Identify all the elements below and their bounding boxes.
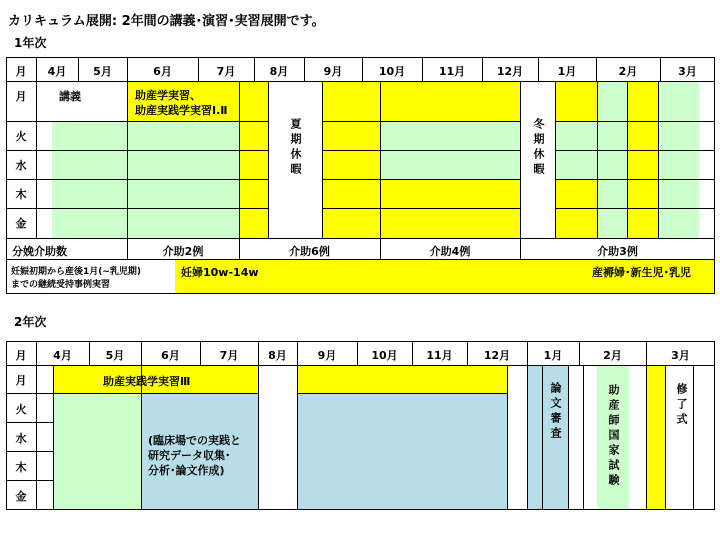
y1-postpartum: 産褥婦･新生児･乳児 <box>592 266 691 279</box>
y2-month: 7月 <box>219 349 239 362</box>
y2-day: 月 <box>15 374 27 387</box>
y2-month: 4月 <box>53 349 72 362</box>
y1-winter-break: 冬期休暇 <box>532 118 545 178</box>
y1-case-count: 介助3例 <box>597 245 638 258</box>
y1-month: 9月 <box>323 65 343 78</box>
y1-day: 火 <box>15 130 27 143</box>
y1-day: 木 <box>15 188 27 201</box>
y2-national-exam: 助産師国家試験 <box>607 384 620 489</box>
y2-clinical-line2: 研究データ収集･ <box>148 449 231 462</box>
y1-month: 8月 <box>269 65 289 78</box>
y1-month: 6月 <box>153 65 172 78</box>
y1-month: 3月 <box>678 65 697 78</box>
y1-month: 4月 <box>47 65 67 78</box>
y2-month: 3月 <box>671 349 690 362</box>
y2-month: 8月 <box>268 349 287 362</box>
y1-case-count: 介助2例 <box>162 245 204 258</box>
y1-case-count: 介助4例 <box>429 245 471 258</box>
year2-label: 2年次 <box>14 315 47 329</box>
y2-month: 1月 <box>543 349 563 362</box>
y1-case-count: 介助6例 <box>289 245 330 258</box>
y1-month: 1月 <box>557 65 577 78</box>
y1-month: 10月 <box>378 65 406 78</box>
year1-label: 1年次 <box>14 36 47 50</box>
y2-clinical-line3: 分析･論文作成) <box>148 464 225 477</box>
y1-continuity-label-1: 妊娠初期から産後1月(∼乳児期) <box>11 267 142 277</box>
page-title: カリキュラム展開: 2年間の講義･演習･実習展開です。 <box>8 14 325 29</box>
y1-practice-line1: 助産学実習、 <box>135 89 201 102</box>
y2-month: 10月 <box>371 349 398 362</box>
y1-month: 11月 <box>438 65 466 78</box>
y1-month: 7月 <box>216 65 236 78</box>
y2-clinical-line1: (臨床場での実践と <box>148 434 242 447</box>
y1-month: 2月 <box>618 65 638 78</box>
y2-month: 5月 <box>105 349 125 362</box>
y1-lecture: 講義 <box>59 90 81 103</box>
y2-day: 火 <box>15 403 27 416</box>
y2-day: 金 <box>15 490 27 503</box>
y2-practice3: 助産実践学実習Ⅲ <box>103 375 191 388</box>
y2-day: 木 <box>15 461 27 474</box>
y2-month: 6月 <box>161 349 180 362</box>
y1-month: 12月 <box>496 65 524 78</box>
y2-day: 水 <box>15 432 27 445</box>
y1-pregnant: 妊婦10w-14w <box>181 266 259 279</box>
y1-continuity-label-2: までの継続受持事例実習 <box>11 280 111 290</box>
y1-header-month: 月 <box>15 65 27 78</box>
y1-day: 金 <box>15 217 27 230</box>
y1-summer-break: 夏期休暇 <box>289 118 302 178</box>
y2-month: 12月 <box>483 349 511 362</box>
y2-graduation: 修了式 <box>675 383 688 428</box>
y2-month: 9月 <box>317 349 337 362</box>
y1-practice-line2: 助産実践学実習Ⅰ.Ⅱ <box>135 104 228 117</box>
y1-day: 水 <box>15 159 27 172</box>
y1-month: 5月 <box>93 65 112 78</box>
y2-header-month: 月 <box>15 349 27 362</box>
y1-day: 月 <box>15 90 27 103</box>
y2-month: 11月 <box>426 349 453 362</box>
y2-month: 2月 <box>603 349 622 362</box>
y2-thesis-review: 論文審査 <box>549 382 562 442</box>
y1-delivery-label: 分娩介助数 <box>12 245 67 258</box>
